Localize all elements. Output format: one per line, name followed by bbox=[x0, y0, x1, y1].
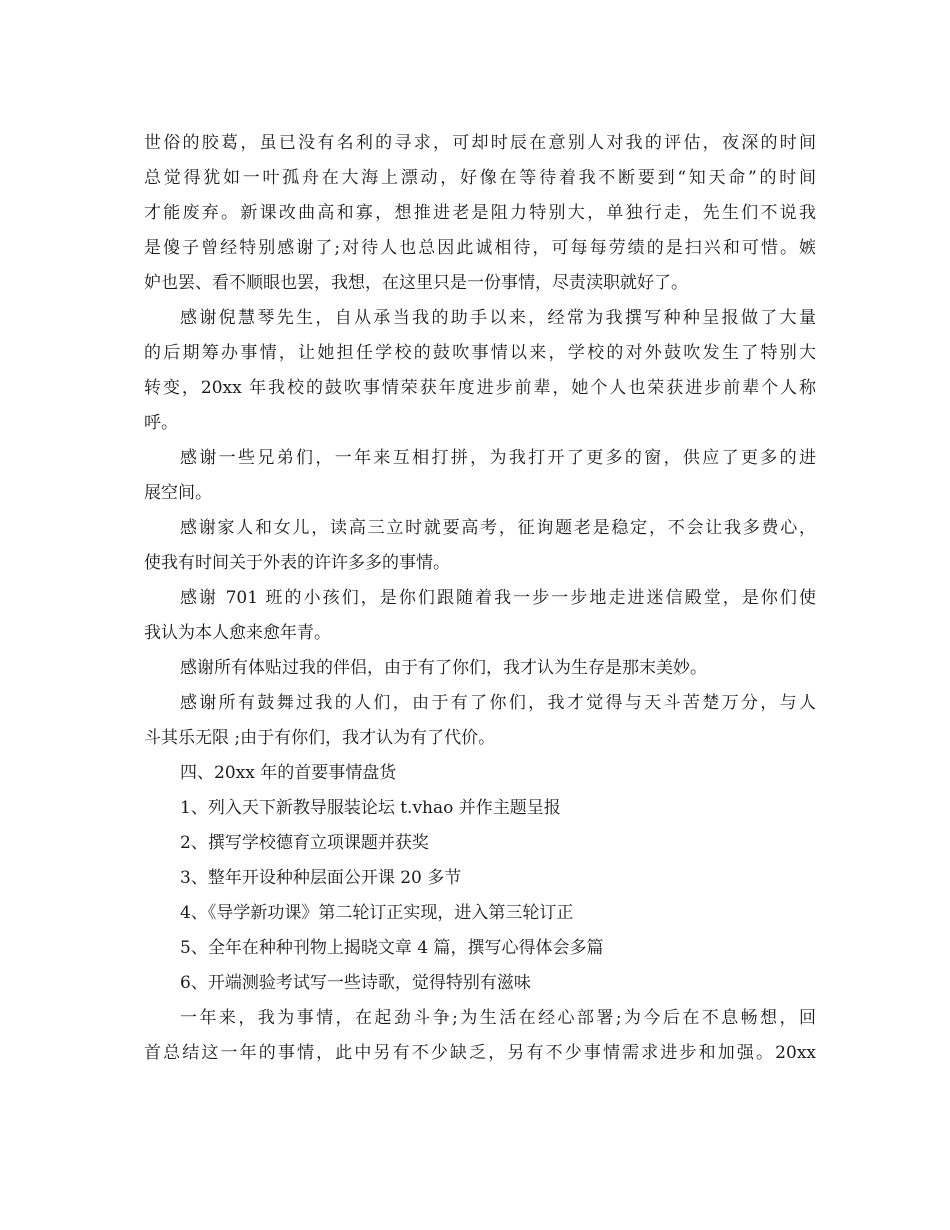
text-line: 斗其乐无限 ;由于有你们，我才认为有了代价。 bbox=[144, 728, 496, 748]
text-line: 4、《导学新功课》第二轮订正实现，进入第三轮订正 bbox=[180, 903, 574, 923]
text-line: 使我有时间关于外表的许许多多的事情。 bbox=[144, 553, 450, 573]
document-body bbox=[144, 126, 816, 1071]
text-line: 呼。 bbox=[144, 413, 178, 433]
text-line: 5、全年在种种刊物上揭晓文章 4 篇，撰写心得体会多篇 bbox=[180, 938, 604, 958]
text-line: 感谢一些兄弟们，一年来互相打拼，为我打开了更多的窗，供应了更多的进 bbox=[180, 448, 816, 468]
text-line: 感谢所有鼓舞过我的人们，由于有了你们，我才觉得与天斗苦楚万分，与人 bbox=[180, 693, 816, 713]
text-line: 感谢所有体贴过我的伴侣，由于有了你们，我才认为生存是那末美妙。 bbox=[180, 658, 707, 678]
text-line: 6、开端测验考试写一些诗歌，觉得特别有滋味 bbox=[180, 973, 531, 993]
text-line: 总觉得犹如一叶孤舟在大海上漂动，好像在等待着我不断要到“知天命”的时间 bbox=[144, 168, 816, 188]
text-line: 是傻子曾经特别感谢了;对待人也总因此诚相待，可每每劳绩的是扫兴和可惜。嫉 bbox=[144, 238, 816, 258]
text-line: 的后期筹办事情，让她担任学校的鼓吹事情以来，学校的对外鼓吹发生了特别大 bbox=[144, 343, 816, 363]
text-line: 转变，20xx 年我校的鼓吹事情荣获年度进步前辈，她个人也荣获进步前辈个人称 bbox=[144, 378, 816, 398]
text-line: 1、列入天下新教导服装论坛 t.vhao 并作主题呈报 bbox=[180, 798, 561, 818]
text-line: 感谢倪慧琴先生，自从承当我的助手以来，经常为我撰写种种呈报做了大量 bbox=[180, 308, 816, 328]
text-line: 展空间。 bbox=[144, 483, 212, 503]
text-line: 我认为本人愈来愈年青。 bbox=[144, 623, 331, 643]
text-line: 四、20xx 年的首要事情盘货 bbox=[180, 763, 397, 783]
text-line: 3、整年开设种种层面公开课 20 多节 bbox=[180, 868, 462, 888]
text-line: 世俗的胶葛，虽已没有名利的寻求，可却时辰在意别人对我的评估，夜深的时间 bbox=[144, 133, 816, 153]
text-line: 2、撰写学校德育立项课题并获奖 bbox=[180, 833, 429, 853]
text-line: 感谢 701 班的小孩们，是你们跟随着我一步一步地走进迷信殿堂，是你们使 bbox=[180, 588, 816, 608]
text-line: 感谢家人和女儿，读高三立时就要高考，征询题老是稳定，不会让我多费心， bbox=[180, 518, 816, 538]
text-line: 妒也罢、看不顺眼也罢，我想，在这里只是一份事情，尽责渎职就好了。 bbox=[144, 273, 688, 293]
text-line: 首总结这一年的事情，此中另有不少缺乏，另有不少事情需求进步和加强。20xx bbox=[144, 1043, 816, 1063]
text-line: 一年来，我为事情，在起劲斗争;为生活在经心部署;为今后在不息畅想，回 bbox=[180, 1008, 816, 1028]
text-line: 才能废弃。新课改曲高和寡，想推进老是阻力特别大，单独行走，先生们不说我 bbox=[144, 203, 816, 223]
